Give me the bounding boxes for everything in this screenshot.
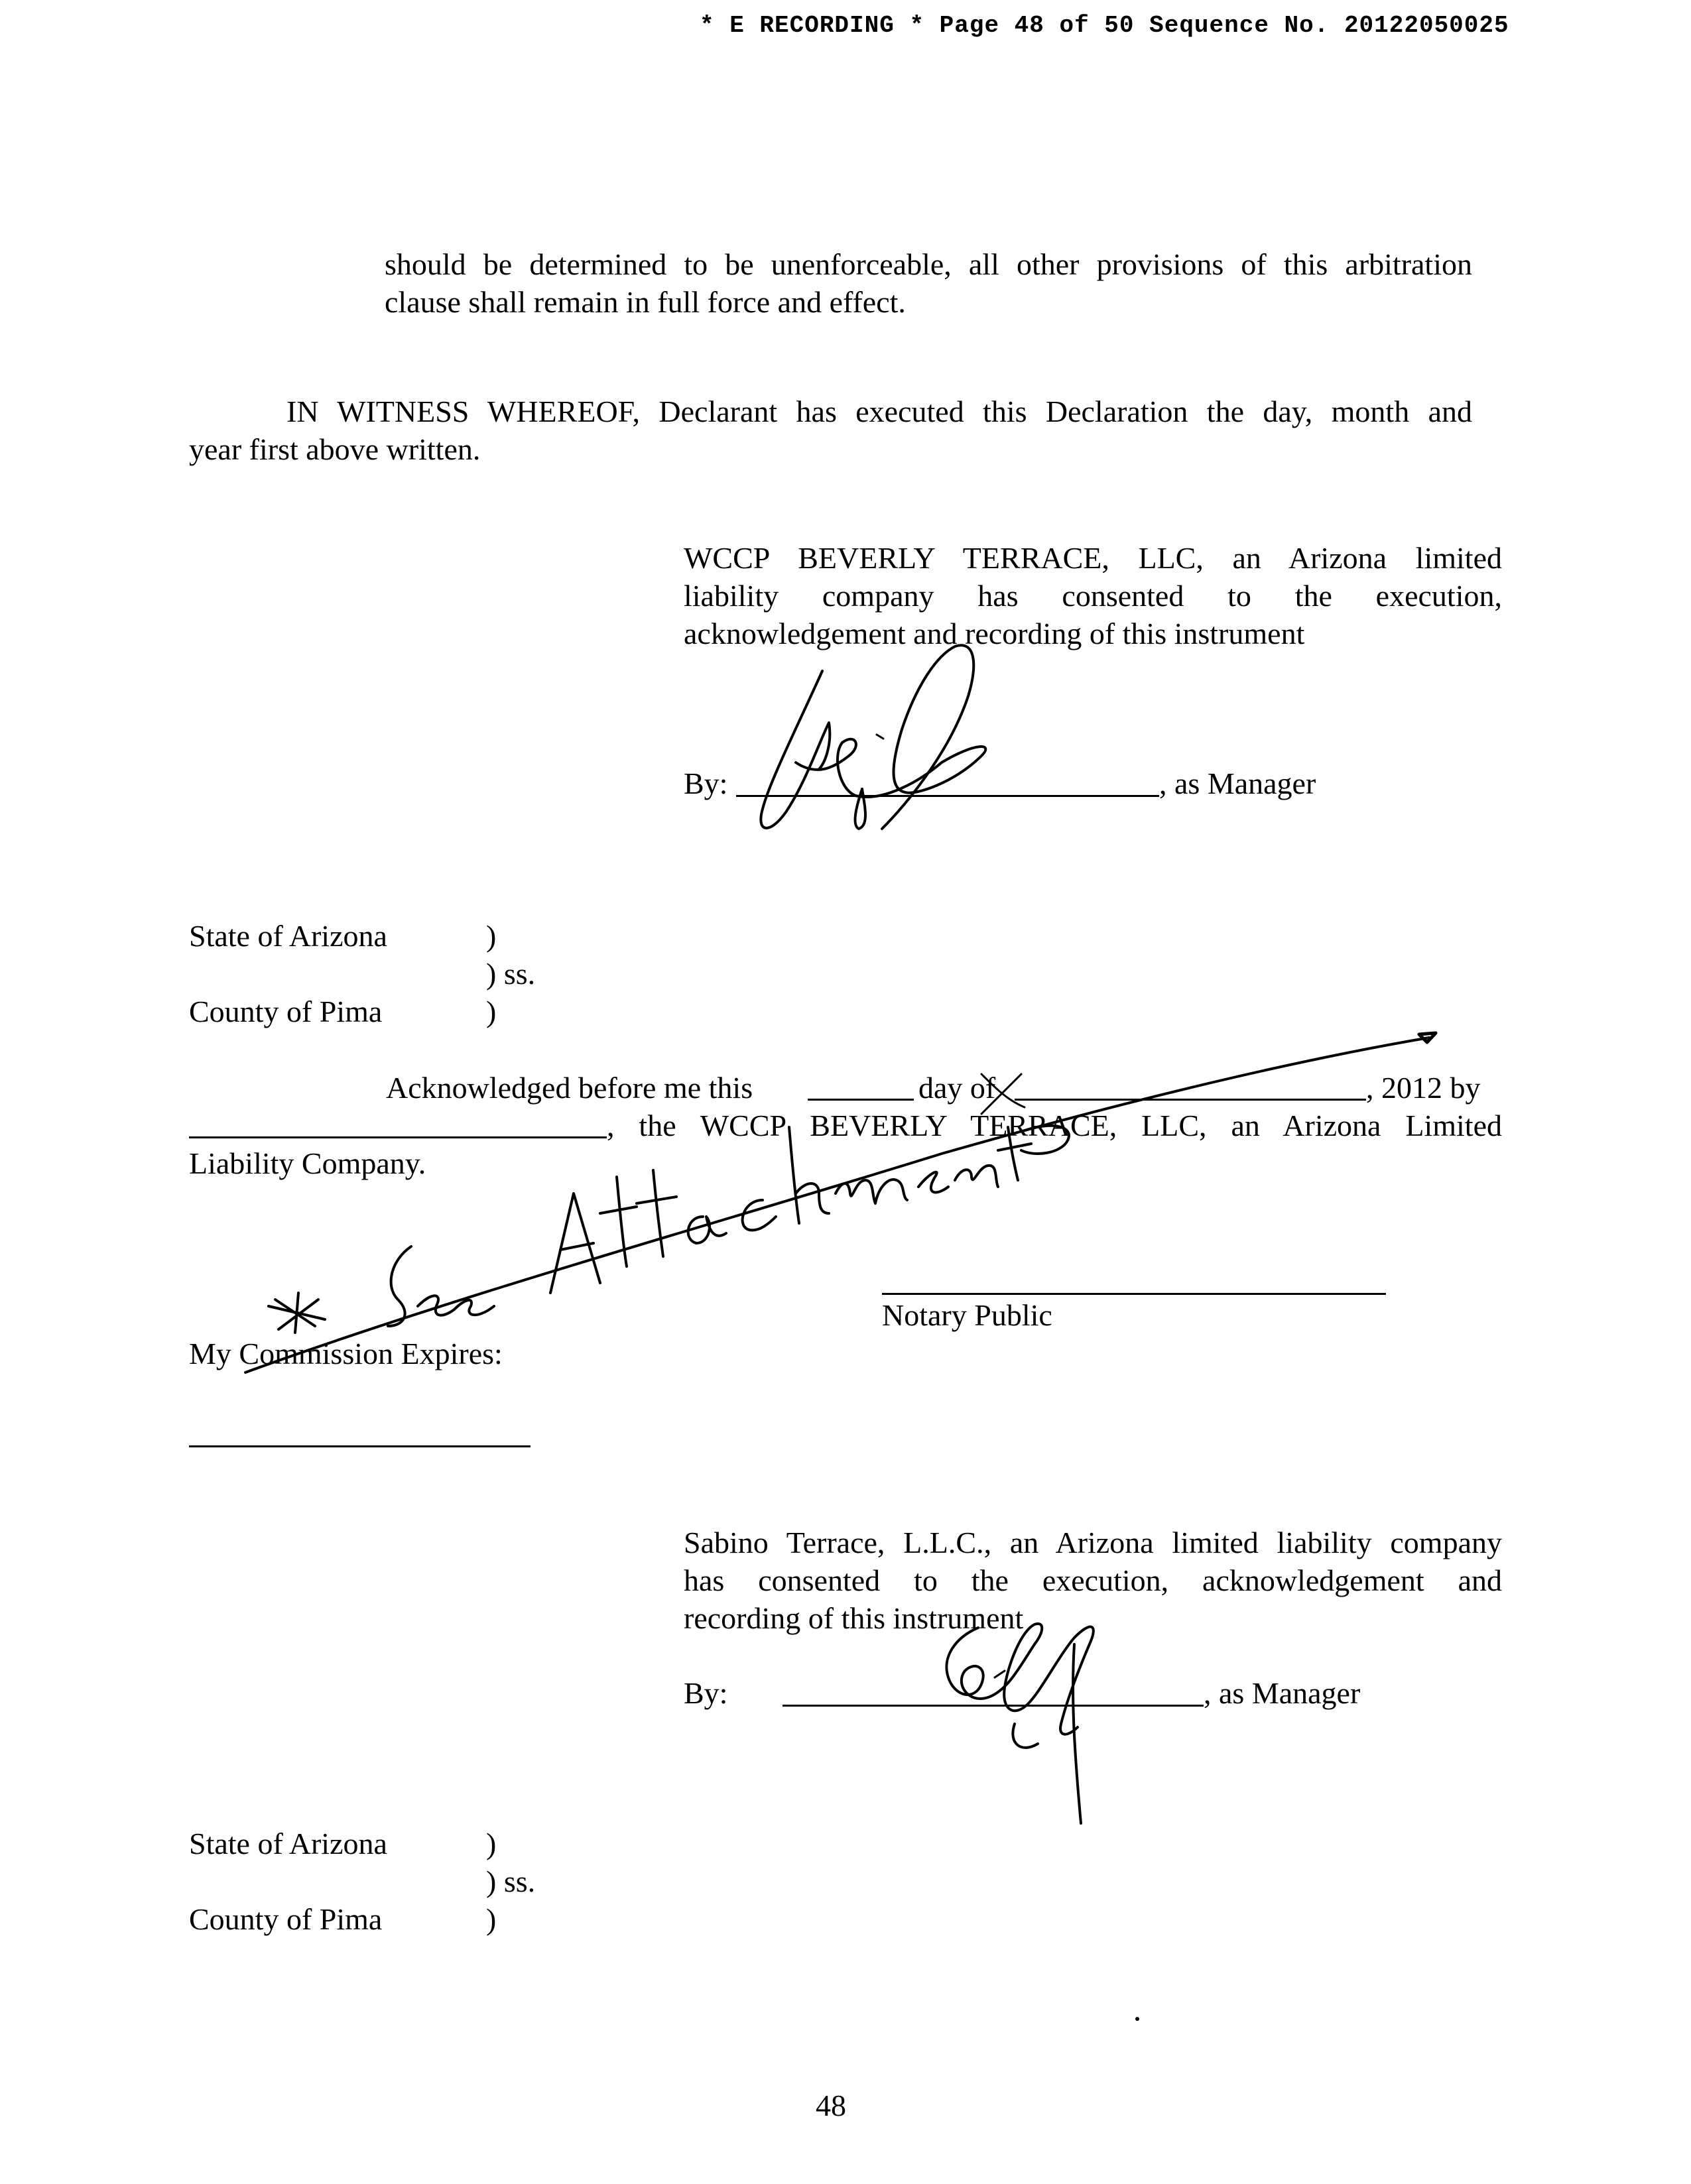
ack-day-of: day of — [918, 1071, 996, 1105]
venue2-ss: ) ss. — [486, 1864, 536, 1898]
consent1-line-2: liability company has consented to the execution, — [684, 579, 1502, 613]
clause-line-2: clause shall remain in full force and effect. — [385, 285, 906, 319]
ack-line-3: Liability Company. — [189, 1146, 426, 1180]
consent2-line-3: recording of this instrument — [684, 1601, 1024, 1635]
commission-expires-blank — [189, 1445, 531, 1447]
consent1-line-1: WCCP BEVERLY TERRACE, LLC, an Arizona limited — [684, 541, 1502, 575]
consent2-role: , as Manager — [1204, 1676, 1361, 1710]
venue1-paren-3: ) — [486, 995, 497, 1028]
signature-1-image — [761, 645, 985, 829]
ack-line-1-end: , 2012 by — [1366, 1071, 1481, 1105]
consent1-line-3: acknowledgement and recording of this instrument — [684, 617, 1305, 650]
venue1-state: State of Arizona — [189, 919, 387, 953]
commission-expires-label: My Commission Expires: — [189, 1337, 503, 1370]
consent2-signature-line — [783, 1705, 1204, 1707]
ack-day-blank — [808, 1099, 914, 1101]
consent2-by-label: By: — [684, 1676, 728, 1710]
ack-name-blank — [189, 1136, 607, 1138]
notary-signature-line — [882, 1293, 1386, 1295]
consent1-signature-line — [736, 795, 1159, 797]
consent1-by-label: By: — [684, 766, 728, 800]
clause-line-1: should be determined to be unenforceable, all other provisions of this arbitration — [385, 247, 1472, 281]
page-number: 48 — [816, 2089, 846, 2122]
venue2-paren-1: ) — [486, 1827, 497, 1860]
venue2-state: State of Arizona — [189, 1827, 387, 1860]
notary-public-label: Notary Public — [882, 1298, 1052, 1332]
consent2-line-1: Sabino Terrace, L.L.C., an Arizona limited liability company — [684, 1526, 1502, 1559]
witness-line-1: IN WITNESS WHEREOF, Declarant has executed this Declaration the day, month and — [286, 394, 1472, 428]
signature-2-image — [946, 1624, 1093, 1823]
consent2-line-2: has consented to the execution, acknowledgement and — [684, 1563, 1502, 1597]
venue1-paren-1: ) — [486, 919, 497, 953]
venue1-ss: ) ss. — [486, 957, 536, 991]
witness-line-2: year first above written. — [189, 432, 481, 466]
stray-mark — [1135, 2017, 1139, 2021]
ack-line-2-end: , the WCCP BEVERLY TERRACE, LLC, an Arizona Limited — [607, 1109, 1502, 1142]
ack-line-1-start: Acknowledged before me this — [386, 1071, 753, 1105]
venue1-county: County of Pima — [189, 995, 383, 1028]
recording-stamp: * E RECORDING * Page 48 of 50 Sequence No. 20122050025 — [700, 12, 1509, 39]
venue2-paren-3: ) — [486, 1902, 497, 1936]
ack-month-blank — [1015, 1099, 1366, 1101]
consent1-role: , as Manager — [1159, 766, 1316, 800]
venue2-county: County of Pima — [189, 1902, 383, 1936]
